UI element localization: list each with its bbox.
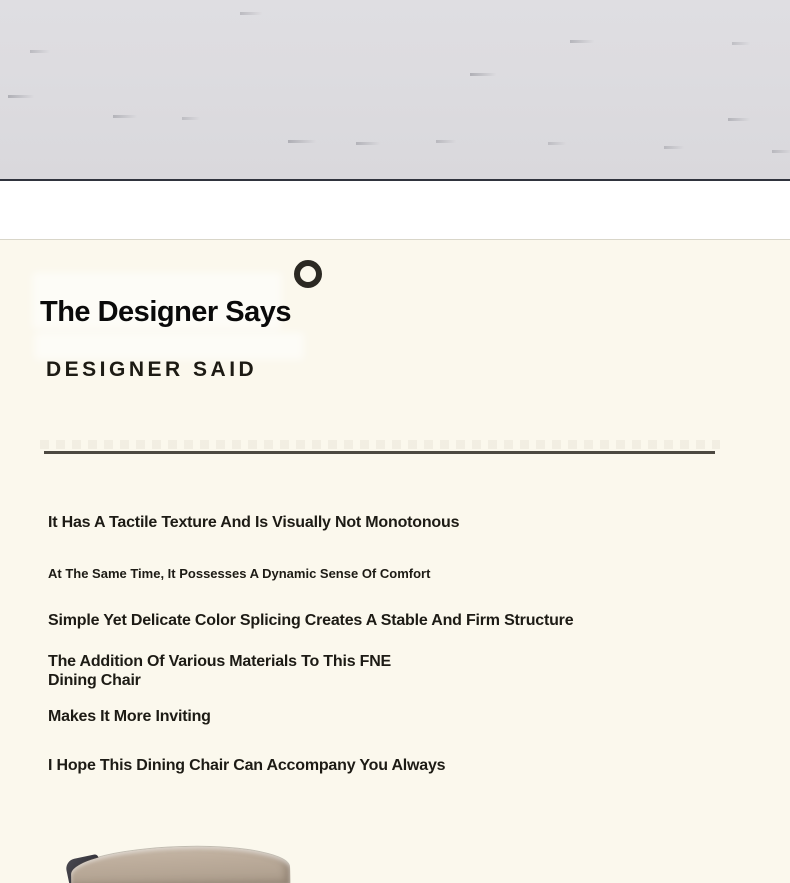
ring-icon xyxy=(294,260,322,288)
statement-line-2: Dining Chair xyxy=(48,672,141,689)
white-spacer-band xyxy=(0,181,790,240)
dining-chair-photo xyxy=(62,842,298,883)
statement-tactile-texture: It Has A Tactile Texture And Is Visually Not Monotonous xyxy=(48,514,460,531)
designer-says-section xyxy=(0,240,790,883)
chair-backrest xyxy=(71,845,291,883)
section-subtitle: DESIGNER SAID xyxy=(46,358,258,381)
statement-color-splicing: Simple Yet Delicate Color Splicing Creates A Stable And Firm Structure xyxy=(48,612,574,629)
statement-dynamic-comfort: At The Same Time, It Possesses A Dynamic Sense Of Comfort xyxy=(48,566,431,581)
fabric-stitch-streaks xyxy=(0,0,790,179)
statement-line-1: The Addition Of Various Materials To This FNE xyxy=(48,653,392,670)
section-title: The Designer Says xyxy=(40,296,291,328)
statement-more-inviting: Makes It More Inviting xyxy=(48,708,211,725)
fabric-texture-photo xyxy=(0,0,790,181)
faint-dash-row xyxy=(40,440,720,449)
statement-various-materials xyxy=(48,652,391,690)
section-divider xyxy=(44,451,715,454)
ghost-highlight xyxy=(34,332,304,360)
statement-accompany-always: I Hope This Dining Chair Can Accompany You Always xyxy=(48,757,446,774)
